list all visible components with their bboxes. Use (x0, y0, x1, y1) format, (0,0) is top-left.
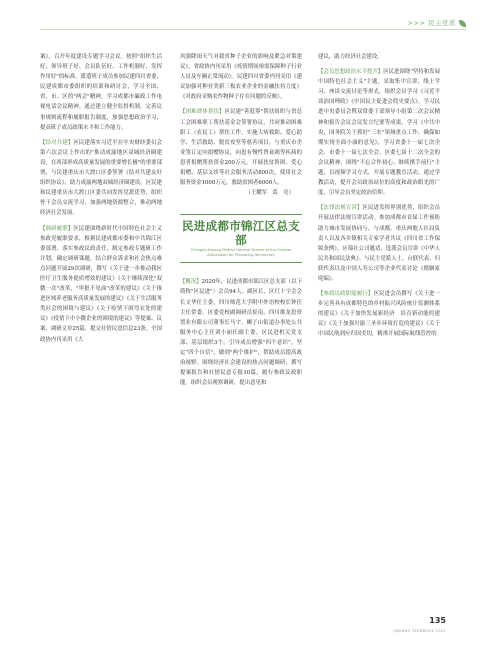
paragraph (180, 107, 302, 188)
paragraph (318, 203, 440, 284)
paragraph-text: 区民建围绕新时代中国特色社会主义参政党履职要求，根据民建成都市委和中共锦江区委部署，落实参政议政责任，制定参政专题研工作计划，确定调研课题，结合群众诉求和社会热点难点问题开展29次调研，撰写《关于进一步推动我区医疗卫生服务提质增效的建议》《关于继续深化"双微一次"改革，"审批不见面"改革的建议》《关于推进区域养老服务高质量发展的建议》《关于生活服务类社会的困境与建议》《关于疫情下困弯衣处的建议》《疫情下中小微企业的困境的建议》等提案、议案、调研文章25篇，提交社情民意信息23条。全国政协内刊采用《大 (40, 225, 162, 343)
paragraph-text: 建议，助力经济社会建设。 (318, 54, 383, 60)
paragraph-text: 区民建"善逛筹"帮扶组织与省总工会困难职工帮扶基金会签署协议，共同推动困难职工（农民工）帮扶工作，实施大病救助、爱心助学、生活救助、脱贫攻坚等慈善项目。与重庆市企业签订定向捐赠协议，向患有慢性肾衰竭等疾病的患者捐赠帮扶资金200万元。开展扶贫帮困、爱心捐赠、基层义诊等社会服务活动800次，使用社会服务资金1000万元，救助贫困者6000人。 (180, 109, 302, 187)
paragraph (40, 224, 162, 345)
paragraph (180, 52, 302, 102)
paragraph-tag: 【概况】 (180, 279, 202, 286)
paragraph (318, 52, 440, 62)
paragraph-tag: 【会员思想政治水平提升】 (318, 69, 384, 76)
header-rule (40, 29, 466, 30)
paragraph (40, 52, 162, 133)
paragraph-text: 风强降雨天气对我省种子企业的影响及紧急对策建议》，省政协内刊采用《疫情期间亟需保障种子行业人员及车辆正常流动》。民建四川省委内刊采用《建议加强对种业类新三板农业企业的金融扶持力度》《对政府采购农作物种子存在问题的反映》。 (180, 54, 302, 101)
column-1 (40, 52, 162, 345)
section-label-text: >>> 民主党派 (407, 19, 456, 27)
section-title-english: Chengdu Jinjiang District General Branch of the Chinese Association for Promoting Democracy (190, 248, 292, 258)
paragraph-text: 区民进发挥界别优势，组织会员开展法律法规宣讲活动。参加成都市首届工作预防助力城市发展协同与，与成都、重庆两地人社局负责人以及各乡镇相关专家学者共议《四川省工作保障条例》。应锦社公司邀请，选派会员宣讲《中华人民共和国民法典》。与民主党派人士、台联代表、归联代表以及中国人寿公司等企业代表讨论《婚姻家庭编》。 (318, 205, 440, 282)
paragraph-text: （王耀军 葛 亮） (245, 190, 294, 197)
paragraph-tag: 【参政议政职能履行】 (318, 291, 374, 298)
leaf-icon (459, 20, 466, 27)
paragraph-tag: 【困难群体帮扶】 (180, 109, 225, 116)
paragraph-text: 2020年，民进成都市锦江区总支部（以下简称"区民进"）会员94人。副区长、区红十字会会长文华任主委，四川师范大学附中外语校校长钟任主任常委。区委党校副调研员崔南、四川维龙投资置业有限公司董事长马宇、狮子山街道办事处公共服务中心主任刘小丽任副主委。区民进机关党支部、基层组织3个。引导成员增强"四个意识"，坚定"四个自信"，做到"两个维护"，帮助成员提高政治视野。围绕经济社会建设的热点问题调研，撰写提案报告和社情民意专报10篇，履行参政议政职能。组织会员观察调研，提出意见和 (180, 279, 302, 387)
column-2 (180, 52, 302, 388)
column-3 (318, 52, 440, 340)
paragraph-text: 区民建落实习近平在中央财经委员会第六次会议上作出的"推动成渝地区双城经济圈建设，在西部形成高质量发展的重要增长极"的重要部署，与民建重庆市大渡口区委签署《结对共建友好组织协议》，助力成渝两地双城经济圈建设。区民建和民建重庆市大渡口区委共同发挥党派优势，组织骨干会员交流学习，加强两地资源整合，推动两地经济社会发展。 (40, 139, 162, 217)
section-title-box (180, 214, 302, 263)
paragraph-tag: 【调研履职】 (40, 225, 74, 232)
paragraph-text: 区民进围绕"坚持和发展中国特色社会主义"主题，采取集中宣讲、线上学习、座谈交流讨论等形式，组织会员学习《习近平谈治国理政》《中国民主促进会简史要点》，学习民进中央委员会暨双常委干部领导小组第二次会议精神和报告会议会议发言纪要等成果，学习《中共中央、国务院关于抓好"三农"领域重点工作，确保如期实现全面小康的意见》，学习省委十一届七次全会、市委十一届七次全会、区委七届十二次全会的会议精神，围绕"不忘合作初心、继续携手前行"主题，以视频学习方式，开展专题教育活动。通过学教活动，提升会员政治站位的高度和政治眼光的广度，引导会员坚定政治信仰。 (318, 69, 440, 197)
paragraph-text: 区民进会员撰写《关于进一步完善具有成都特色的乡村振兴风险统计监测体系的建议》《关于加快发展新经济 培育新动能的建议》《关于加强川渝三圣乡环境打造的建议》《关于中国民航到应归国美切，精准开展国际航线管控的 (318, 291, 440, 338)
paragraph (318, 67, 440, 198)
page-header (0, 0, 480, 46)
section-label (408, 18, 466, 27)
paragraph (180, 277, 302, 388)
byline (180, 188, 302, 198)
paragraph-tag: 【结对共建】 (40, 139, 74, 146)
paragraph (318, 289, 440, 339)
paragraph-tag: 【法律法规宣讲】 (318, 205, 363, 212)
section-title: 民进成都市锦江区总支部 (182, 219, 300, 248)
magazine-name: JINJIANG YEARBOOK 2021 (393, 629, 446, 633)
page-number: 135 (429, 616, 446, 625)
paragraph-text: 案》，召开年度建设专题学习会议。按照"组织生活好、领导班子好、会员队伍好、工作机制好、发挥作用好"的标准，派遣班子成员参加民建四川省委、民建成都市委组织的培训和研讨会，学习全国、省、市、区的"两会"精神，学习成都市廉政工作电视电话会议精神。通过建立健全监督机制，完善议事规则流程和履职报告制度，加强思想政治学习，提高班子成员政策水平和工作能力。 (40, 54, 162, 131)
paragraph (40, 138, 162, 219)
